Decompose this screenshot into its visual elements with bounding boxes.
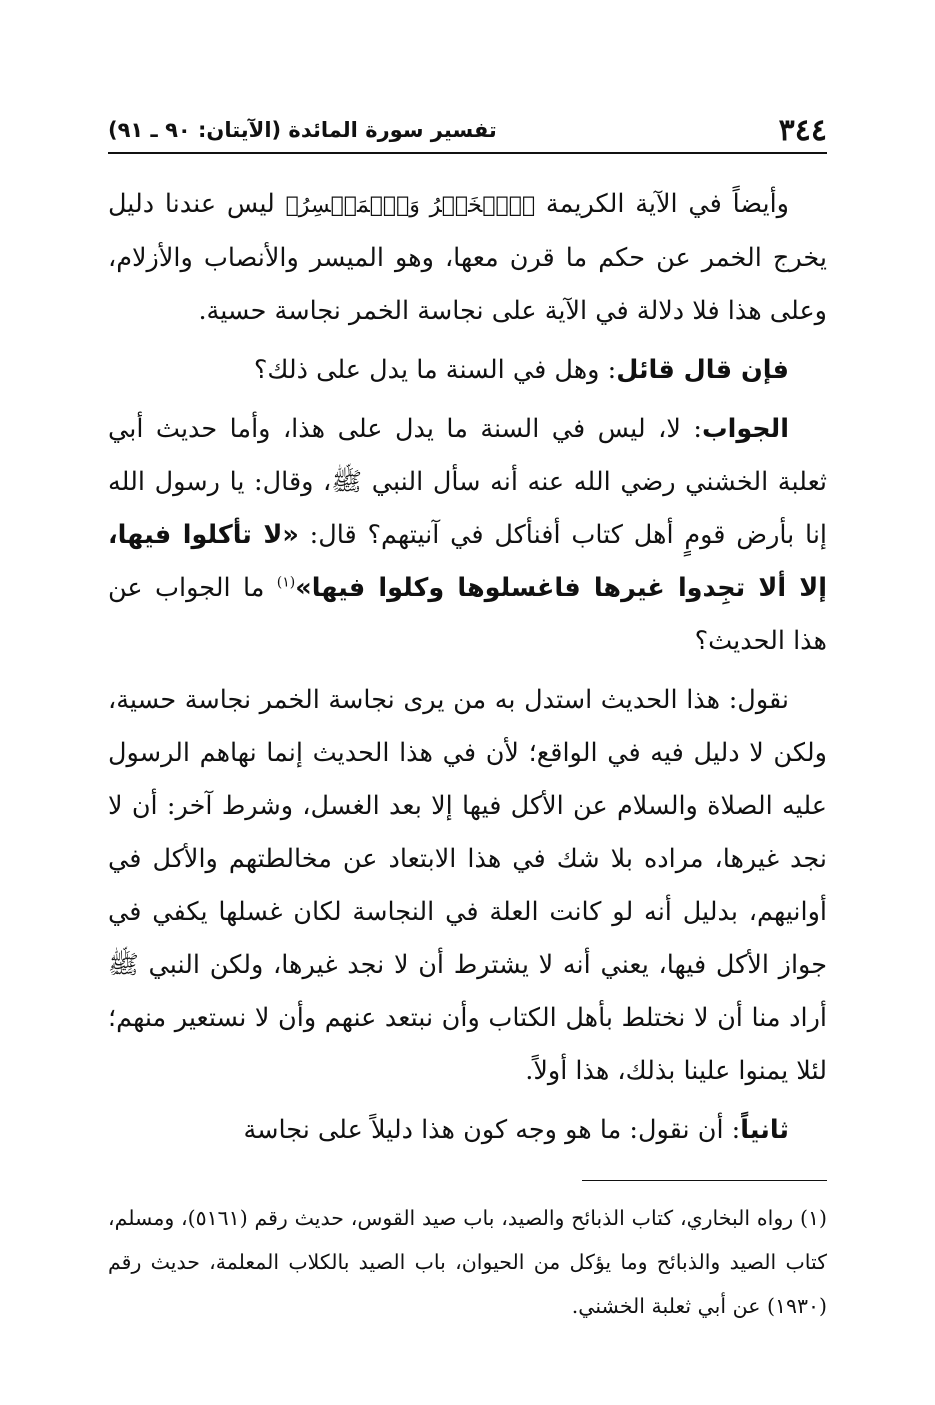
footnotes (108, 1196, 827, 1328)
paragraph-1-after: ليس عندنا دليل يخرج الخمر عن حكم ما قرن معها، وهو الميسر والأنصاب والأزلام، وعلى هذا فلا دلالة في الآية على نجاسة الخمر نجاسة حسية. (108, 189, 827, 326)
hadith-quote: «لا تأكلوا فيها، إلا ألا تجِدوا غيرها فاغسلوها وكلوا فيها» (108, 520, 827, 603)
page-number: ٣٤٤ (778, 112, 827, 148)
answer-after: ما الجواب عن هذا الحديث؟ (108, 573, 827, 656)
paragraph-1-before: وأيضاً في الآية الكريمة (535, 189, 789, 219)
answer-text: : لا، ليس في السنة ما يدل على هذا، وأما حديث أبي ثعلبة الخشني رضي الله عنه أنه سأل النبي ﷺ، وقال: يا رسول الله إنا بأرض قومٍ أهل كتاب أفنأكل في آنيتهم؟ قال: (108, 414, 827, 550)
footnote-ref[interactable]: (١) (276, 574, 296, 591)
main-text (108, 178, 827, 1163)
page-header (108, 108, 827, 154)
paragraph-1 (108, 178, 827, 338)
question-text: : وهل في السنة ما يدل على ذلك؟ (253, 355, 617, 385)
paragraph-5 (108, 1104, 827, 1157)
footnote-1: (١) رواه البخاري، كتاب الذبائح والصيد، باب صيد القوس، حديث رقم (٥١٦١)، ومسلم، كتاب الصيد والذبائح وما يؤكل من الحيوان، باب الصيد بالكلاب المعلمة، حديث رقم (١٩٣٠) عن أبي ثعلبة الخشني. (108, 1206, 827, 1318)
second-point-lead: ثانياً (740, 1115, 789, 1145)
quran-quote: ﴿ٱلۡخَمۡرُ وَٱلۡمَيۡسِرُ﴾ (285, 193, 536, 218)
answer-lead: الجواب (701, 414, 789, 444)
footnote-separator (582, 1180, 827, 1181)
running-title: تفسير سورة المائدة (الآيتان: ٩٠ ـ ٩١) (108, 118, 497, 142)
question-lead: فإن قال قائل (616, 355, 789, 385)
second-point-text: : أن نقول: ما هو وجه كون هذا دليلاً على نجاسة (243, 1115, 741, 1145)
paragraph-4: نقول: هذا الحديث استدل به من يرى نجاسة الخمر نجاسة حسية، ولكن لا دليل فيه في الواقع؛ لأن في هذا الحديث إنما نهاهم الرسول عليه الصلاة والسلام عن الأكل فيها إلا بعد الغسل، وشرط آخر: أن لا نجد غيرها، مراده بلا شك في هذا الابتعاد عن مخالطتهم والأكل في أوانيهم، بدليل أنه لو كانت العلة في النجاسة لكان غسلها يكفي في جواز الأكل فيها، يعني أنه لا يشترط أن لا نجد غيرها، ولكن النبي ﷺ أراد منا أن لا نختلط بأهل الكتاب وأن نبتعد عنهم وأن لا نستعير منهم؛ لئلا يمنوا علينا بذلك، هذا أولاً. (108, 685, 827, 1086)
paragraph-2 (108, 344, 827, 397)
paragraph-3 (108, 403, 827, 668)
